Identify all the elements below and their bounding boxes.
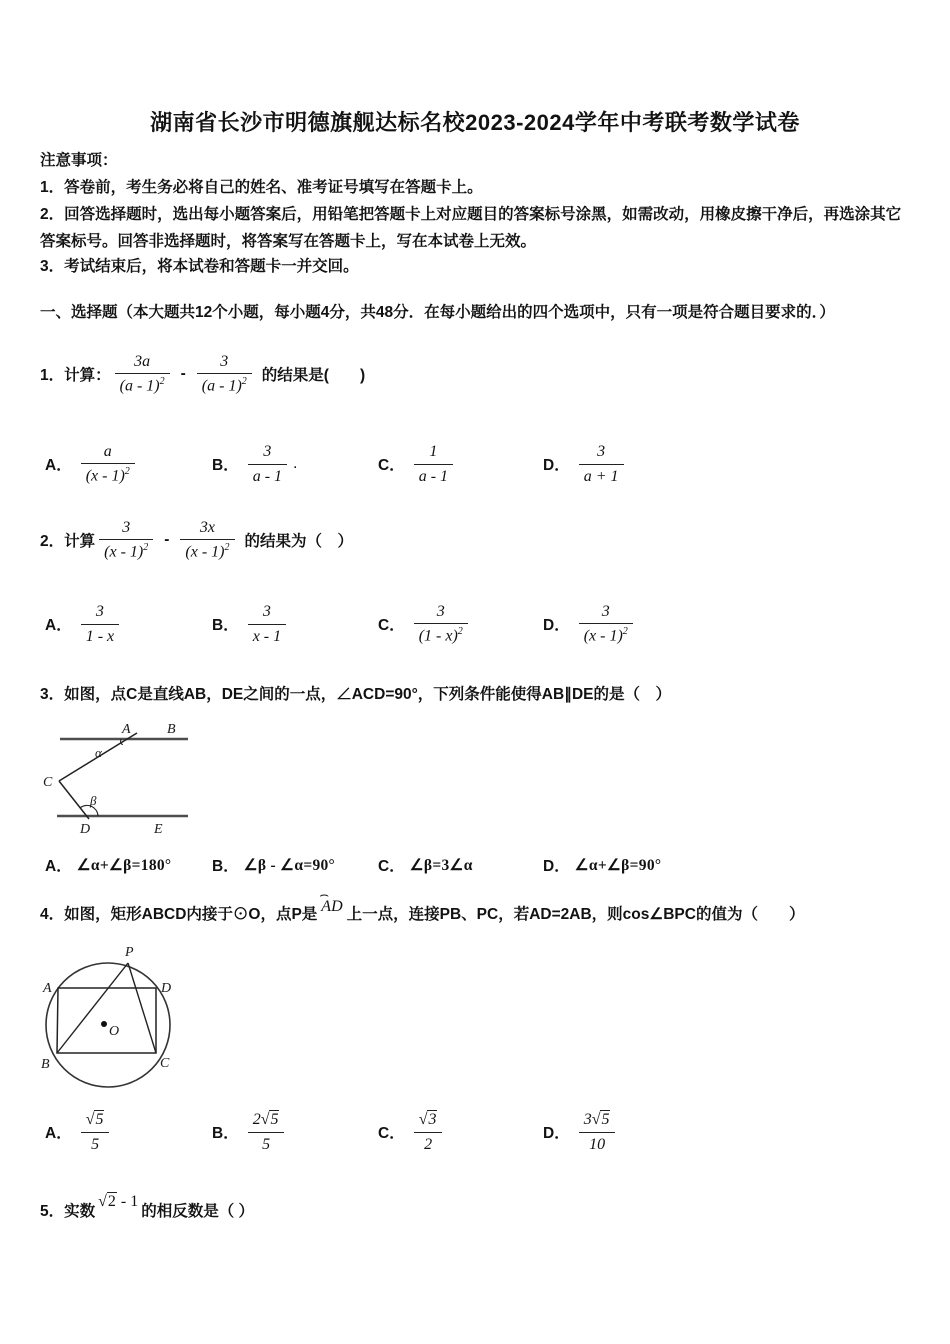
den-base: (a - 1) [119,377,160,395]
sqrt-icon: √ [98,1193,107,1210]
exponent: 2 [124,466,130,478]
arc-ad-text: AD [321,898,343,915]
center-label-o: O [109,1024,120,1039]
question-1-number: 1． [40,367,65,384]
point-label-a: A [122,722,131,737]
option-d [543,1100,619,1164]
notice-item-2: 2．回答选择题时，选出每小题答案后，用铅笔把答题卡上对应题目的答案标号涂黑，如需改动，用橡皮擦干净后，再选涂其它答案标号。回答非选择题时，将答案写在答题卡上，写在本试卷上无效。 [40,206,902,250]
fraction-numerator: 3 [579,442,624,464]
radical-expression [98,1193,138,1211]
exponent: 2 [457,626,463,638]
option-a [45,592,123,656]
option-a-label: A． [45,1125,72,1142]
option-c-label: C． [378,457,405,474]
point-label-a: A [43,981,52,996]
radicand: 3 [428,1111,437,1129]
question-2-options [40,592,912,656]
sqrt-icon: √ [85,1111,95,1129]
sqrt-icon: √ [260,1111,270,1129]
question-2 [40,510,912,570]
exponent: 2 [143,542,149,554]
fraction-denominator: 1 - x [85,627,115,645]
den-base: (x - 1) [583,627,623,645]
question-5-post: 的相反数是（ ） [141,1203,255,1220]
option-b-text: ∠β - ∠α=90° [243,856,336,874]
question-3-options [40,850,912,880]
exponent: 2 [224,542,230,554]
point-label-c: C [43,775,53,790]
radicand: 5 [270,1111,279,1129]
den-base: (x - 1) [85,467,125,485]
question-5-number: 5． [40,1203,65,1220]
radicand: 2 [107,1193,116,1210]
fraction [579,602,633,646]
option-b-label: B． [212,1125,239,1142]
fraction-numerator: 3 [81,602,119,624]
fraction [248,602,286,645]
sqrt-icon: √ [591,1111,601,1129]
question-1 [40,344,912,404]
question-3-number: 3． [40,686,65,703]
point-label-e: E [154,822,163,837]
option-d-label: D． [543,858,570,875]
arc-ad-notation [319,887,343,916]
exponent: 2 [241,376,247,388]
fraction [248,1110,285,1153]
notice-item-3: 3．考试结束后，将本试卷和答题卡一并交回。 [40,258,359,275]
point-label-b: B [41,1057,50,1072]
minus-sign: - [180,365,186,382]
fraction-numerator [414,1110,443,1132]
fraction [414,602,468,646]
option-a [45,432,139,496]
den-base: (1 - x) [418,627,458,645]
fraction [197,352,252,396]
option-b [212,592,290,656]
option-b-label: B． [212,457,239,474]
option-a-label: A． [45,858,72,875]
parallel-lines-figure [40,712,240,847]
inscribed-rectangle-figure [38,938,193,1093]
fraction [579,442,624,485]
fraction-numerator [81,1110,110,1132]
option-b [212,1100,288,1164]
point-label-d: D [80,822,91,837]
fraction-numerator: 3 [99,518,153,540]
fraction [115,352,170,396]
question-1-lead: 计算： [64,367,111,384]
fraction-numerator: 3a [115,352,170,374]
option-a [45,850,171,880]
den-base: (x - 1) [185,543,225,561]
rectangle-abcd [57,988,156,1053]
den-base: (a - 1) [201,377,242,395]
exponent: 2 [622,626,628,638]
option-a [45,1100,113,1164]
question-2-number: 2． [40,533,65,550]
fraction-denominator: a - 1 [252,467,283,485]
angle-label-beta: β [90,793,97,808]
fraction [81,602,119,645]
question-4-pre: 如图，矩形ABCD内接于⊙O，点P是 [64,906,318,923]
fraction-denominator [180,540,234,562]
option-c [378,432,457,496]
fraction-denominator: 5 [262,1135,271,1153]
fraction [414,442,453,485]
option-c [378,850,473,880]
point-label-b: B [167,722,176,737]
fraction [414,1110,443,1153]
question-1-tail: 的结果是( ) [261,367,366,384]
fraction [81,1110,110,1153]
fraction-numerator: 3 [248,442,287,464]
question-4-post: 上一点，连接PB、PC，若AD=2AB，则cos∠BPC的值为（ ） [346,906,805,923]
option-a-label: A． [45,617,72,634]
fraction-numerator: 1 [414,442,453,464]
angle-label-alpha: α [95,745,102,760]
coefficient: 3 [583,1111,592,1129]
page-title: 湖南省长沙市明德旗舰达标名校2023-2024学年中考联考数学试卷 [150,110,800,135]
fraction-denominator: x - 1 [252,627,282,645]
fraction-denominator [579,624,633,646]
fraction-numerator [248,1110,285,1132]
point-label-c: C [160,1056,170,1071]
question-3 [40,682,912,709]
question-4-options [40,1100,912,1164]
radical-after: - 1 [116,1193,139,1210]
minus-sign: - [164,531,170,548]
option-b-label: B． [212,858,239,875]
segment-pb [57,963,128,1053]
fraction-denominator [99,540,153,562]
section-heading: 一、选择题（本大题共12个小题，每小题4分，共48分．在每小题给出的四个选项中，只有一项是符合题目要求的．） [40,304,835,321]
fraction-numerator: 3 [579,602,633,624]
question-4 [40,887,912,930]
point-label-d: D [161,981,172,996]
den-base: (x - 1) [104,543,144,561]
notice-item-1: 1．答卷前，考生务必将自己的姓名、准考证号填写在答题卡上。 [40,179,483,196]
segment-cd [59,781,89,819]
fraction [99,518,153,562]
option-c [378,592,472,656]
fraction [180,518,234,562]
option-c-label: C． [378,617,405,634]
fraction-denominator: 10 [589,1135,606,1153]
circle-o [46,963,170,1087]
question-5-pre: 实数 [64,1203,96,1220]
fraction-denominator [115,374,170,396]
fraction-denominator [414,624,468,646]
question-2-lead: 计算 [64,533,96,550]
arc-icon: ⌢ [319,887,330,903]
option-c [378,1100,446,1164]
fraction-numerator: 3x [180,518,234,540]
fraction [579,1110,616,1153]
option-a-label: A． [45,457,72,474]
radicand: 5 [95,1111,104,1129]
option-d-label: D． [543,457,570,474]
coefficient: 2 [252,1111,261,1129]
fraction-numerator: 3 [414,602,468,624]
option-c-text: ∠β=3∠α [409,856,473,874]
option-b-label: B． [212,617,239,634]
question-3-text: 如图，点C是直线AB，DE之间的一点，∠ACD=90°，下列条件能使得AB∥DE的是（ ） [64,686,671,703]
option-d [543,592,637,656]
fraction [81,442,135,486]
option-d [543,850,661,880]
option-d-label: D． [543,617,570,634]
fraction-denominator: 5 [91,1135,100,1153]
fraction-numerator: a [81,442,135,464]
sqrt-icon: √ [418,1111,428,1129]
fraction-numerator: 3 [248,602,286,624]
fraction-numerator: 3 [197,352,252,374]
exponent: 2 [159,376,165,388]
notice-heading: 注意事项： [40,152,118,169]
option-d [543,432,628,496]
option-b [212,850,335,880]
center-point-o [101,1021,107,1027]
option-d-label: D． [543,1125,570,1142]
fraction-denominator: a - 1 [418,467,449,485]
question-2-tail: 的结果为（ ） [244,533,354,550]
fraction-denominator: a + 1 [583,467,619,485]
option-a-text: ∠α+∠β=180° [76,856,172,874]
point-label-p: P [125,945,134,960]
question-1-options [40,432,912,496]
fraction-numerator [579,1110,616,1132]
fraction-denominator [81,464,135,486]
option-b [212,432,297,496]
option-c-label: C． [378,1125,405,1142]
question-5 [40,1190,912,1230]
trailing-period: . [293,455,298,472]
fraction [248,442,287,485]
segment-pc [128,963,156,1053]
radicand: 5 [601,1111,610,1129]
question-4-number: 4． [40,906,65,923]
option-d-text: ∠α+∠β=90° [574,856,662,874]
fraction-denominator [197,374,252,396]
option-c-label: C． [378,858,405,875]
fraction-denominator: 2 [424,1135,433,1153]
